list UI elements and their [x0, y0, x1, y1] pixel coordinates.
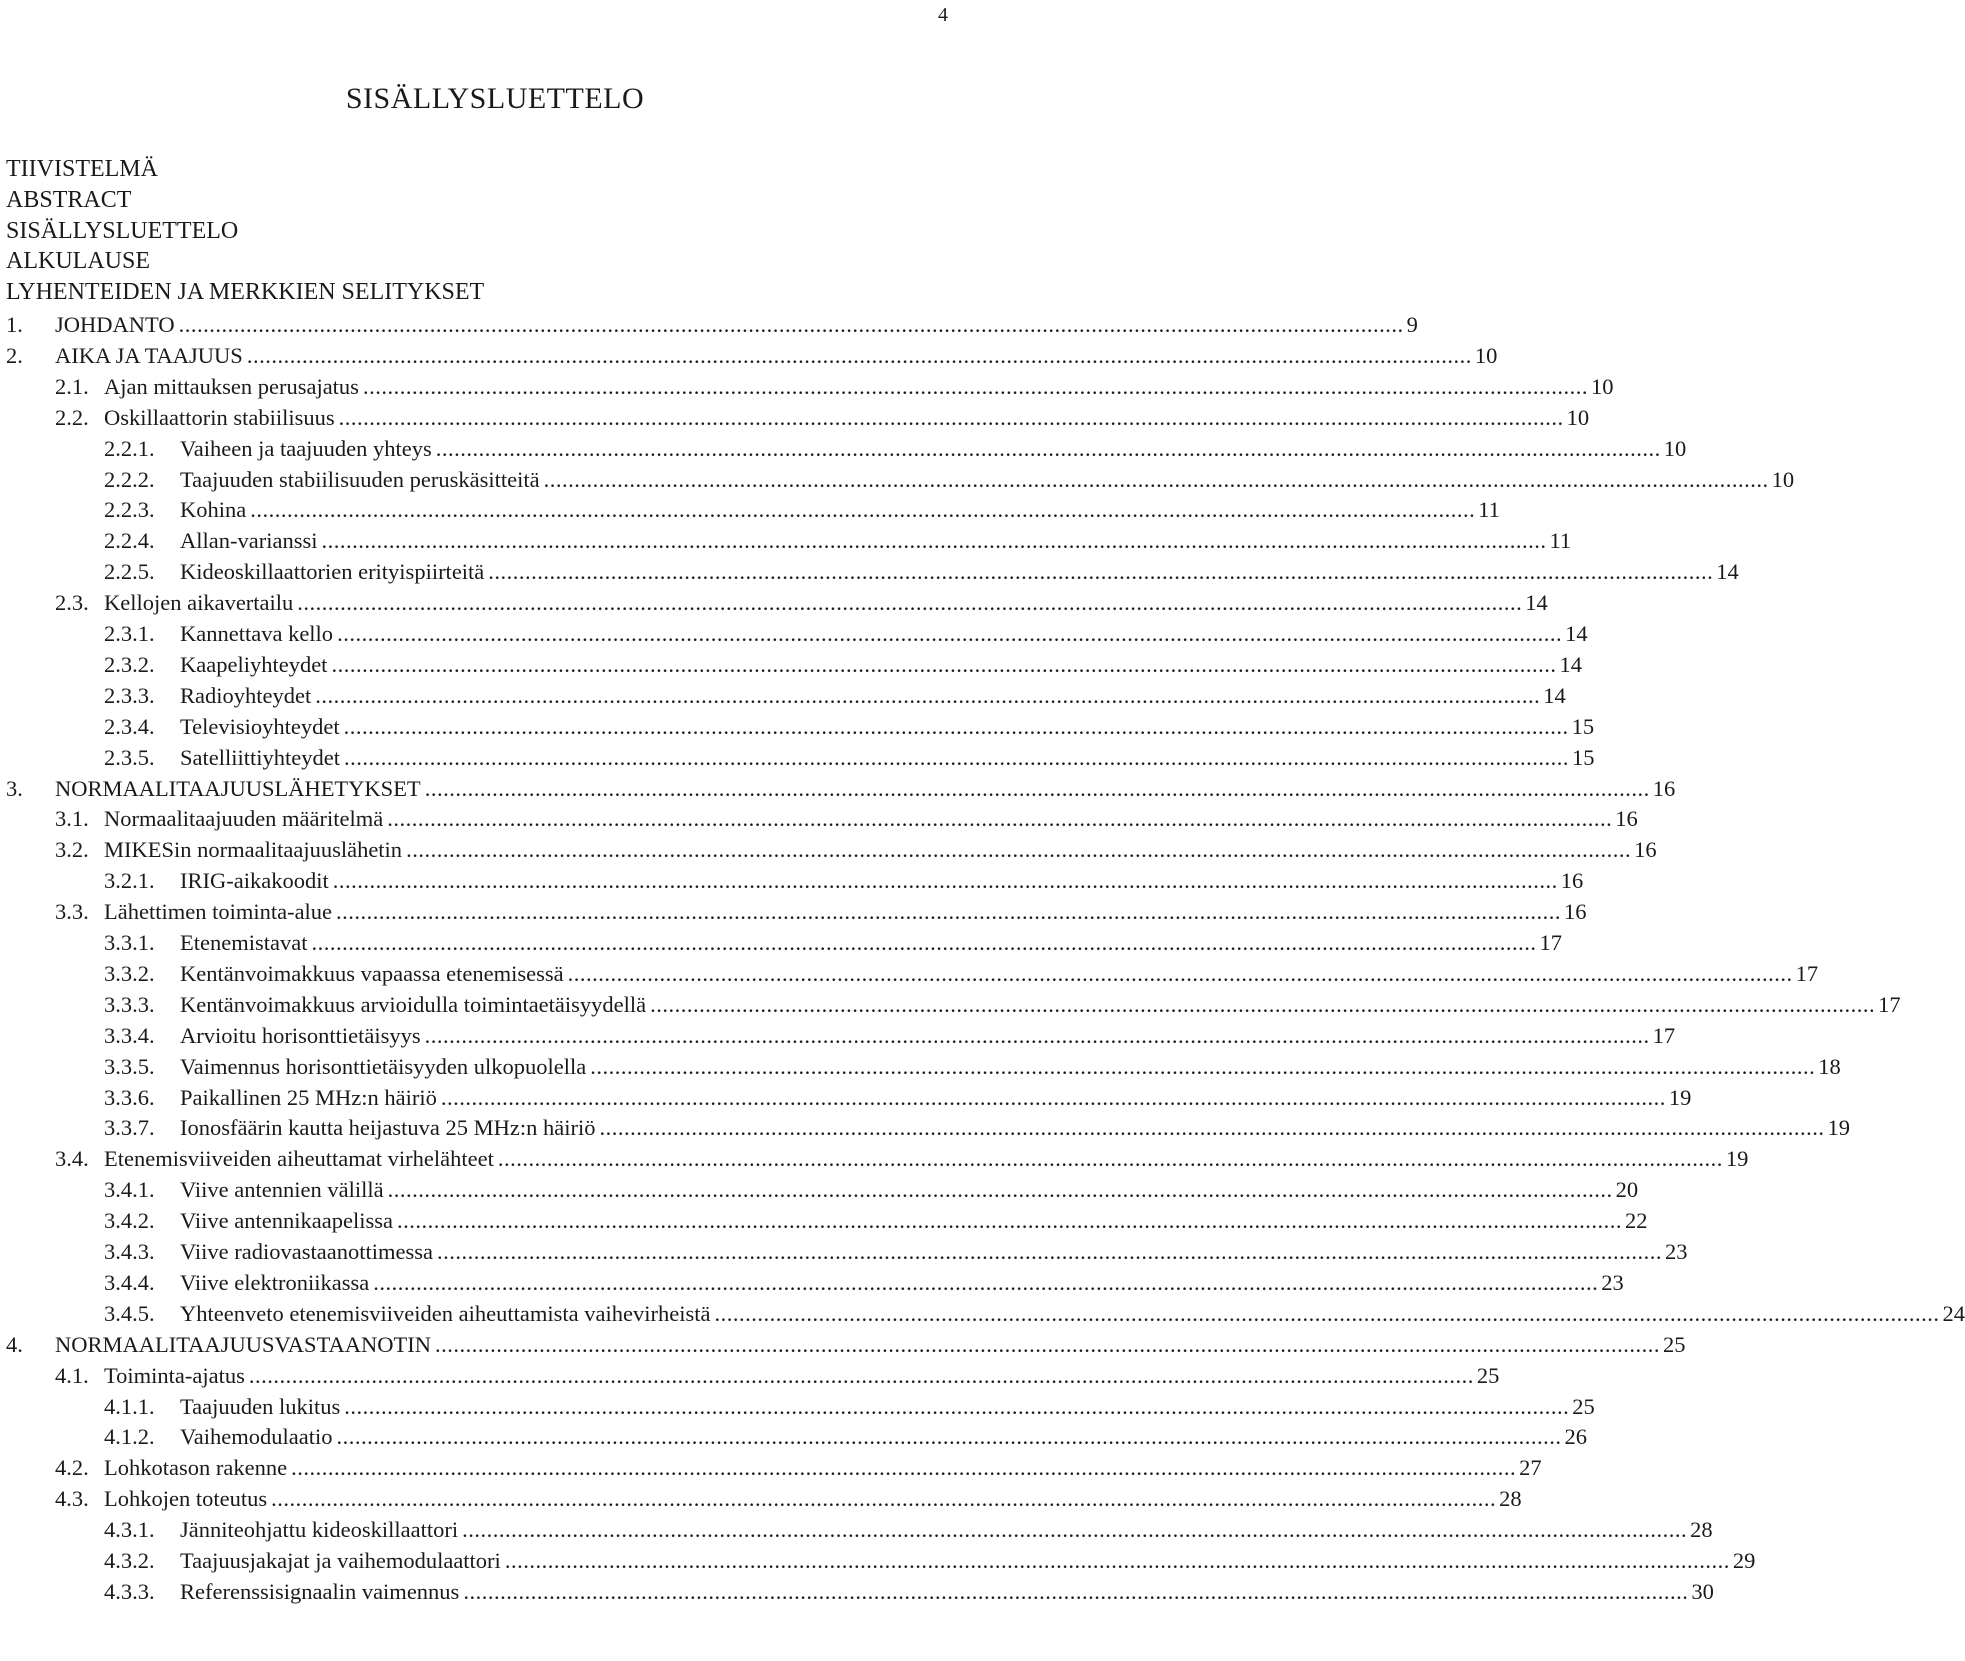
toc-entry-number: 2.3.1.	[104, 621, 155, 646]
toc-entry-page: 11	[1549, 528, 1572, 554]
toc-entry-title: Etenemisviiveiden aiheuttamat virhelähteet	[104, 1146, 494, 1172]
toc-dot-leader: ........................................................................................................................................................................................................	[406, 837, 1632, 863]
front-matter-item[interactable]: ABSTRACT	[6, 186, 132, 213]
toc-entry-page: 28	[1690, 1517, 1713, 1543]
toc-entry-page: 25	[1476, 1362, 1500, 1388]
toc-entry[interactable]	[0, 711, 1595, 742]
front-matter-item[interactable]: TIIVISTELMÄ	[6, 156, 158, 182]
toc-entry-title: Lohkotason rakenne	[104, 1455, 288, 1481]
toc-dot-leader: ........................................................................................................................................................................................................	[497, 1146, 1723, 1172]
toc-dot-leader: ........................................................................................................................................................................................................	[250, 497, 1476, 523]
toc-entry-page: 17	[1539, 930, 1562, 955]
front-matter-item[interactable]: ALKULAUSE	[6, 248, 150, 275]
toc-entry[interactable]	[0, 927, 1562, 958]
toc-entry-title: Ionosfäärin kautta heijastuva 25 MHz:n häiriö	[180, 1115, 596, 1141]
toc-entry-title: Kohina	[180, 497, 247, 523]
toc-dot-leader: ........................................................................................................................................................................................................	[440, 1084, 1666, 1110]
toc-entry-title: Vaihemodulaatio	[180, 1424, 333, 1450]
toc-dot-leader: ........................................................................................................................................................................................................	[246, 342, 1472, 368]
toc-entry-page: 29	[1732, 1548, 1756, 1573]
toc-entry-number: 2.3.4.	[104, 713, 155, 739]
toc-entry-page: 19	[1827, 1115, 1851, 1141]
toc-entry[interactable]	[0, 1205, 1648, 1236]
toc-entry-page: 17	[1795, 960, 1819, 986]
toc-entry-number: 4.3.2.	[104, 1548, 155, 1573]
toc-entry-number: 2.2.4.	[104, 528, 155, 554]
toc-entry-page: 16	[1560, 868, 1584, 894]
toc-dot-leader: ........................................................................................................................................................................................................	[435, 1331, 1660, 1357]
toc-entry-title: Kannettava kello	[180, 621, 334, 646]
toc-entry-page: 14	[1525, 590, 1548, 616]
toc-entry-title: AIKA JA TAAJUUS	[55, 342, 243, 368]
toc-entry-number: 2.3.3.	[104, 682, 155, 708]
toc-entry-page: 25	[1572, 1393, 1595, 1419]
toc-dot-leader: ........................................................................................................................................................................................................	[178, 312, 1404, 337]
toc-entry-page: 16	[1615, 806, 1638, 832]
toc-entry[interactable]	[0, 1267, 1624, 1298]
toc-entry[interactable]	[0, 803, 1638, 834]
toc-entry-number: 3.3.5.	[104, 1053, 155, 1079]
toc-entry-page: 14	[1565, 621, 1588, 646]
toc-entry[interactable]	[0, 371, 1614, 402]
toc-entry-title: Radioyhteydet	[180, 682, 312, 708]
toc-entry-title: Viive elektroniikassa	[180, 1269, 370, 1295]
toc-entry-title: Oskillaattorin stabiilisuus	[104, 404, 335, 430]
toc-entry-number: 2.	[6, 342, 23, 368]
toc-dot-leader: ........................................................................................................................................................................................................	[424, 1022, 1650, 1048]
toc-entry[interactable]	[0, 1051, 1841, 1082]
toc-entry-number: 4.	[6, 1331, 23, 1357]
toc-entry-number: 3.	[6, 775, 23, 801]
toc-entry[interactable]	[0, 309, 1418, 340]
toc-entry-number: 3.4.3.	[104, 1239, 155, 1264]
toc-dot-leader: ........................................................................................................................................................................................................	[424, 775, 1650, 801]
toc-dot-leader: ........................................................................................................................................................................................................	[336, 1424, 1562, 1450]
toc-entry-title: Toiminta-ajatus	[104, 1362, 245, 1388]
toc-entry[interactable]	[0, 649, 1582, 680]
toc-entry-title: Ajan mittauksen perusajatus	[104, 373, 359, 399]
toc-entry-number: 3.1.	[55, 806, 89, 832]
toc-dot-leader: ........................................................................................................................................................................................................	[248, 1362, 1474, 1388]
toc-dot-leader: ........................................................................................................................................................................................................	[396, 1208, 1622, 1234]
toc-entry-title: Lohkojen toteutus	[104, 1486, 268, 1512]
toc-entry-page: 9	[1406, 312, 1418, 337]
toc-entry-title: NORMAALITAAJUUSLÄHETYKSET	[55, 775, 421, 801]
toc-entry-title: Satelliittiyhteydet	[180, 744, 340, 770]
toc-dot-leader: ........................................................................................................................................................................................................	[297, 590, 1523, 616]
toc-entry[interactable]	[0, 556, 1739, 587]
toc-entry-title: Taajuusjakajat ja vaihemodulaattori	[180, 1548, 501, 1573]
toc-entry-number: 2.2.3.	[104, 497, 155, 523]
toc-dot-leader: ........................................................................................................................................................................................................	[488, 559, 1714, 585]
toc-entry-number: 2.3.	[55, 590, 89, 616]
toc-entry-number: 1.	[6, 312, 23, 337]
toc-entry-title: Kideoskillaattorien erityispiirteitä	[180, 559, 485, 585]
toc-entry[interactable]	[0, 464, 1795, 495]
toc-entry-number: 3.4.2.	[104, 1208, 155, 1234]
toc-dot-leader: ........................................................................................................................................................................................................	[331, 651, 1557, 677]
toc-dot-leader: ........................................................................................................................................................................................................	[362, 373, 1588, 399]
front-matter-list	[6, 154, 484, 308]
toc-entry[interactable]	[0, 1236, 1688, 1267]
toc-dot-leader: ........................................................................................................................................................................................................	[590, 1053, 1816, 1079]
toc-dot-leader: ........................................................................................................................................................................................................	[435, 435, 1661, 461]
toc-entry-page: 14	[1716, 559, 1739, 585]
toc-dot-leader: ........................................................................................................................................................................................................	[599, 1115, 1825, 1141]
toc-entry-page: 17	[1652, 1022, 1676, 1048]
toc-dot-leader: ........................................................................................................................................................................................................	[567, 960, 1793, 986]
toc-entry-title: Kellojen aikavertailu	[104, 590, 294, 616]
toc-entry[interactable]	[0, 865, 1584, 896]
toc-entry-title: NORMAALITAAJUUSVASTAANOTIN	[55, 1331, 431, 1357]
toc-dot-leader: ........................................................................................................................................................................................................	[373, 1269, 1599, 1295]
toc-entry-page: 10	[1590, 373, 1614, 399]
toc-entry-title: Referenssisignaalin vaimennus	[180, 1578, 460, 1604]
toc-entry-title: Kentänvoimakkuus arvioidulla toimintaetäisyydellä	[180, 991, 647, 1017]
toc-entry[interactable]	[0, 618, 1588, 649]
toc-entry-page: 15	[1571, 744, 1595, 770]
toc-entry-page: 25	[1663, 1331, 1686, 1357]
toc-entry-number: 2.2.2.	[104, 466, 155, 492]
toc-entry[interactable]	[0, 402, 1590, 433]
toc-entry-page: 26	[1564, 1424, 1587, 1450]
toc-entry[interactable]	[0, 1483, 1522, 1514]
toc-entry-title: Taajuuden lukitus	[180, 1393, 341, 1419]
toc-dot-leader: ........................................................................................................................................................................................................	[343, 713, 1569, 739]
page-number: 4	[938, 4, 948, 26]
toc-entry[interactable]	[0, 494, 1500, 525]
toc-entry[interactable]	[0, 680, 1566, 711]
toc-dot-leader: ........................................................................................................................................................................................................	[338, 404, 1564, 430]
toc-entry-number: 4.2.	[55, 1455, 89, 1481]
toc-entry-page: 10	[1771, 466, 1795, 492]
toc-entry-number: 3.2.	[55, 837, 89, 863]
toc-entry-number: 3.3.1.	[104, 930, 155, 955]
toc-entry-title: MIKESin normaalitaajuuslähetin	[104, 837, 403, 863]
toc-dot-leader: ........................................................................................................................................................................................................	[271, 1486, 1497, 1512]
toc-entry-number: 2.1.	[55, 373, 89, 399]
toc-entry-number: 3.3.7.	[104, 1115, 155, 1141]
toc-dot-leader: ........................................................................................................................................................................................................	[463, 1578, 1689, 1604]
toc-entry[interactable]	[0, 742, 1595, 773]
toc-dot-leader: ........................................................................................................................................................................................................	[311, 930, 1537, 955]
toc-entry[interactable]	[0, 433, 1687, 464]
toc-entry-number: 4.1.1.	[104, 1393, 155, 1419]
toc-entry-number: 3.4.4.	[104, 1269, 155, 1295]
toc-entry-number: 3.4.1.	[104, 1177, 155, 1203]
toc-entry-title: Viive antennikaapelissa	[180, 1208, 393, 1234]
toc-entry-title: Kaapeliyhteydet	[180, 651, 328, 677]
toc-dot-leader: ........................................................................................................................................................................................................	[336, 899, 1562, 925]
toc-entry-number: 3.3.3.	[104, 991, 155, 1017]
toc-entry-page: 19	[1725, 1146, 1749, 1172]
toc-entry[interactable]	[0, 1143, 1749, 1174]
page-title: SISÄLLYSLUETTELO	[345, 82, 645, 115]
toc-entry-title: Viive antennien välillä	[180, 1177, 384, 1203]
toc-entry-page: 10	[1566, 404, 1590, 430]
toc-entry-title: Paikallinen 25 MHz:n häiriö	[180, 1084, 437, 1110]
toc-entry[interactable]	[0, 1174, 1639, 1205]
toc-dot-leader: ........................................................................................................................................................................................................	[343, 744, 1569, 770]
toc-entry-number: 3.3.	[55, 899, 89, 925]
toc-entry-number: 2.3.5.	[104, 744, 155, 770]
toc-entry[interactable]	[0, 1329, 1686, 1360]
toc-dot-leader: ........................................................................................................................................................................................................	[315, 682, 1541, 708]
toc-entry-title: Vaiheen ja taajuuden yhteys	[180, 435, 432, 461]
toc-dot-leader: ........................................................................................................................................................................................................	[504, 1548, 1730, 1573]
toc-dot-leader: ........................................................................................................................................................................................................	[344, 1393, 1570, 1419]
toc-entry[interactable]	[0, 773, 1676, 804]
toc-dot-leader: ........................................................................................................................................................................................................	[291, 1455, 1517, 1481]
toc-dot-leader: ........................................................................................................................................................................................................	[714, 1300, 1940, 1326]
toc-dot-leader: ........................................................................................................................................................................................................	[337, 621, 1563, 646]
toc-entry[interactable]	[0, 1298, 1965, 1329]
toc-entry[interactable]	[0, 1545, 1756, 1576]
toc-entry[interactable]	[0, 1514, 1713, 1545]
toc-entry-page: 19	[1668, 1084, 1692, 1110]
toc-dot-leader: ........................................................................................................................................................................................................	[332, 868, 1558, 894]
toc-entry[interactable]	[0, 525, 1572, 556]
toc-entry[interactable]	[0, 1452, 1542, 1483]
toc-entry[interactable]	[0, 340, 1498, 371]
toc-entry-title: Arvioitu horisonttietäisyys	[180, 1022, 421, 1048]
toc-dot-leader: ........................................................................................................................................................................................................	[650, 991, 1876, 1017]
toc-entry-number: 4.1.2.	[104, 1424, 155, 1450]
toc-entry-number: 3.3.2.	[104, 960, 155, 986]
toc-entry-page: 28	[1499, 1486, 1522, 1512]
toc-entry-page: 18	[1818, 1053, 1841, 1079]
toc-entry-page: 14	[1543, 682, 1566, 708]
toc-entry-title: Televisioyhteydet	[180, 713, 340, 739]
toc-entry-number: 4.3.1.	[104, 1517, 155, 1543]
toc-dot-leader: ........................................................................................................................................................................................................	[543, 466, 1769, 492]
toc-entry-title: Kentänvoimakkuus vapaassa etenemisessä	[180, 960, 564, 986]
toc-entry-number: 3.3.4.	[104, 1022, 155, 1048]
toc-entry[interactable]	[0, 1421, 1587, 1452]
toc-entry-number: 4.3.	[55, 1486, 89, 1512]
toc-entry-number: 2.2.5.	[104, 559, 155, 585]
toc-entry-number: 2.3.2.	[104, 651, 155, 677]
toc-dot-leader: ........................................................................................................................................................................................................	[436, 1239, 1662, 1264]
toc-entry-number: 3.4.	[55, 1146, 89, 1172]
toc-entry[interactable]	[0, 896, 1587, 927]
toc-entry[interactable]	[0, 1082, 1692, 1113]
toc-entry-page: 27	[1519, 1455, 1542, 1481]
toc-entry-page: 22	[1624, 1208, 1648, 1234]
toc-dot-leader: ........................................................................................................................................................................................................	[462, 1517, 1688, 1543]
toc-entry-title: Normaalitaajuuden määritelmä	[104, 806, 384, 832]
toc-entry-page: 15	[1571, 713, 1595, 739]
toc-entry-page: 16	[1652, 775, 1676, 801]
toc-entry-number: 4.3.3.	[104, 1578, 155, 1604]
toc-entry-page: 24	[1942, 1300, 1965, 1326]
toc-entry-title: Viive radiovastaanottimessa	[180, 1239, 433, 1264]
toc-entry-page: 10	[1474, 342, 1498, 368]
toc-entry-title: Jänniteohjattu kideoskillaattori	[180, 1517, 459, 1543]
toc-entry-number: 3.4.5.	[104, 1300, 155, 1326]
toc-entry-title: IRIG-aikakoodit	[180, 868, 329, 894]
toc-entry-number: 3.2.1.	[104, 868, 155, 894]
toc-entry-page: 10	[1663, 435, 1687, 461]
toc-entry[interactable]	[0, 1020, 1676, 1051]
toc-entry-page: 16	[1634, 837, 1657, 863]
toc-entry-number: 2.2.	[55, 404, 89, 430]
toc-entry-number: 3.3.6.	[104, 1084, 155, 1110]
toc-entry[interactable]	[0, 1576, 1714, 1607]
toc-entry[interactable]	[0, 834, 1657, 865]
toc-entry-title: Yhteenveto etenemisviiveiden aiheuttamista vaihevirheistä	[180, 1300, 711, 1326]
toc-entry-number: 4.1.	[55, 1362, 89, 1388]
front-matter-item[interactable]: SISÄLLYSLUETTELO	[6, 217, 239, 244]
toc-entry-page: 16	[1564, 899, 1587, 925]
toc-entry[interactable]	[0, 1112, 1851, 1143]
toc-entry[interactable]	[0, 958, 1819, 989]
toc-entry-page: 23	[1601, 1269, 1624, 1295]
toc-dot-leader: ........................................................................................................................................................................................................	[321, 528, 1547, 554]
toc-entry-page: 23	[1664, 1239, 1688, 1264]
toc-dot-leader: ........................................................................................................................................................................................................	[387, 806, 1613, 832]
toc-entry-title: Etenemistavat	[180, 930, 308, 955]
toc-entry[interactable]	[0, 1391, 1595, 1422]
toc-entry-page: 17	[1878, 991, 1901, 1017]
toc-entry-title: Vaimennus horisonttietäisyyden ulkopuolella	[180, 1053, 587, 1079]
toc-entry-title: JOHDANTO	[55, 312, 175, 337]
front-matter-item[interactable]: LYHENTEIDEN JA MERKKIEN SELITYKSET	[6, 279, 485, 306]
toc-entry[interactable]	[0, 989, 1901, 1020]
toc-entry[interactable]	[0, 1360, 1500, 1391]
toc-entry-number: 2.2.1.	[104, 435, 155, 461]
toc-entry-page: 14	[1559, 651, 1582, 677]
toc-entry-page: 30	[1691, 1578, 1714, 1604]
toc-entry-title: Allan-varianssi	[180, 528, 318, 554]
toc-entry[interactable]	[0, 587, 1548, 618]
toc-dot-leader: ........................................................................................................................................................................................................	[387, 1177, 1613, 1203]
toc-entry-title: Lähettimen toiminta-alue	[104, 899, 333, 925]
toc-entry-page: 20	[1615, 1177, 1639, 1203]
toc-entry-page: 11	[1478, 497, 1500, 523]
toc-entry-title: Taajuuden stabiilisuuden peruskäsitteitä	[180, 466, 540, 492]
